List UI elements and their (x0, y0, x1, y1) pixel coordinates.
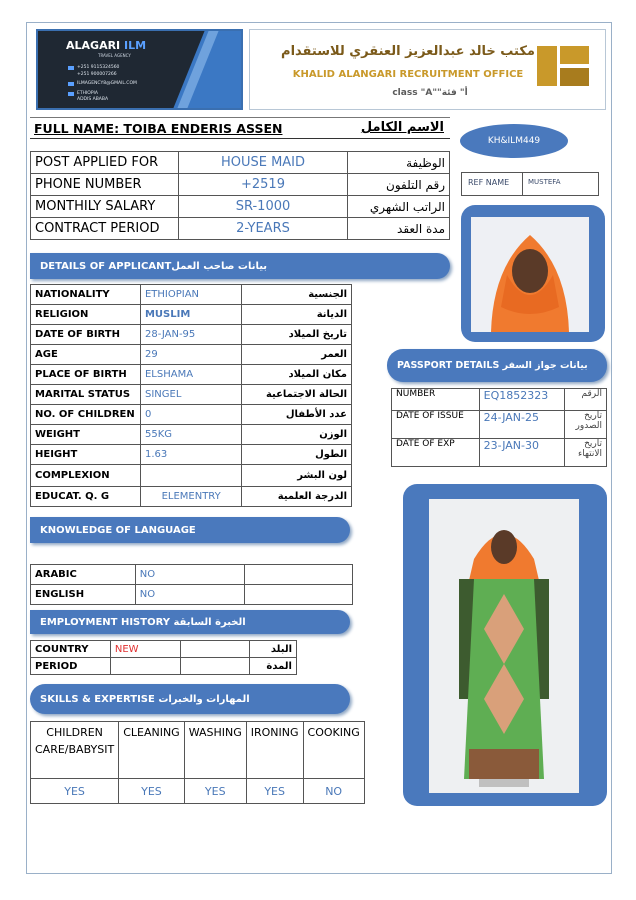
table-row: PLACE OF BIRTH ELSHAMA مكان الميلاد (31, 365, 352, 385)
table-row: MONTHILY SALARY SR-1000 الراتب الشهري (31, 196, 450, 218)
agency-business-card (36, 29, 243, 110)
code-badge: KH&ILM449 (460, 124, 568, 158)
ref-name-label: REF NAME (468, 178, 510, 187)
employment-table (30, 640, 297, 675)
office-name-english: KHALID ALANGARI RECRUITMENT OFFICE (292, 69, 524, 80)
table-row: ARABIC NO (31, 565, 353, 585)
portrait-photo (471, 217, 589, 332)
skills-section-header: SKILLS & EXPERTISE المهارات والخبرات (30, 684, 350, 714)
table-row: COUNTRY NEW البلد (31, 641, 297, 658)
office-logo-icon (535, 42, 591, 90)
office-name-arabic: مكتب خالد عبدالعزيز العنقري للاستقدام (281, 44, 535, 59)
table-row: WEIGHT 55KG الوزن (31, 425, 352, 445)
ref-name-box (461, 172, 599, 196)
table-row: MARITAL STATUS SINGEL الحالة الاجتماعية (31, 385, 352, 405)
phone-line: +251 9115324560 (68, 65, 119, 70)
job-table (30, 151, 450, 240)
skills-value-row: YES YES YES YES NO (31, 779, 365, 804)
table-row: ENGLISH NO (31, 585, 353, 605)
table-row: RELIGION MUSLIM الديانة (31, 305, 352, 325)
table-row: AGE 29 العمر (31, 345, 352, 365)
full-body-photo-frame (403, 484, 607, 806)
email-line: ILMAGENCY8@GMAIL.COM (68, 81, 137, 86)
table-row: NATIONALITY ETHIOPIAN الجنسية (31, 285, 352, 305)
table-row: CONTRACT PERIOD 2-YEARS مدة العقد (31, 218, 450, 240)
full-name: FULL NAME: TOIBA ENDERIS ASSEN (34, 121, 283, 136)
full-name-arabic: الاسم الكامل (360, 120, 444, 135)
full-body-photo (429, 499, 579, 793)
table-row: NUMBER EQ1852323 الرقم (392, 389, 607, 411)
table-row: COMPLEXION لون البشر (31, 465, 352, 487)
skills-table (30, 721, 365, 804)
agency-tagline: TRAVEL AGENCY (98, 53, 131, 58)
applicant-table (30, 284, 352, 507)
passport-table (391, 388, 607, 467)
table-row: PHONE NUMBER +2519 رقم التلفون (31, 174, 450, 196)
location-line: ETHIOPIA (68, 91, 98, 96)
table-row: EDUCAT. Q. G ELEMENTRY الدرجة العلمية (31, 487, 352, 507)
office-header (249, 29, 606, 110)
full-name-row (30, 117, 450, 139)
table-row: DATE OF EXP 23-JAN-30 تاريخ الانتهاء (392, 439, 607, 467)
employment-section-header: EMPLOYMENT HISTORY الخبرة السابقة (30, 610, 350, 634)
skills-header-row: CHILDREN CARE/BABYSIT CLEANING WASHING IRONING COOKING (31, 722, 365, 779)
table-row: DATE OF ISSUE 24-JAN-25 تاريخ الصدور (392, 411, 607, 439)
language-table (30, 564, 353, 605)
office-class: class "A""أ" فئة (392, 88, 468, 98)
table-row: NO. OF CHILDREN 0 عدد الأطفال (31, 405, 352, 425)
phone-line-2: +251 900007266 (77, 72, 117, 77)
table-row: PERIOD المدة (31, 658, 297, 675)
language-section-header: KNOWLEDGE OF LANGUAGE (30, 517, 350, 543)
table-row: POST APPLIED FOR HOUSE MAID الوظيفة (31, 152, 450, 174)
portrait-photo-frame (461, 205, 605, 342)
agency-brand: ALAGARI ILM (66, 39, 147, 52)
applicant-section-header: DETAILS OF APPLICANTبيانات صاحب العمل (30, 253, 450, 279)
city-line: ADDIS ABABA (77, 97, 109, 102)
ref-name-value: MUSTEFA (528, 178, 561, 186)
passport-section-header: PASSPORT DETAILS بيانات جواز السفر (387, 349, 607, 382)
table-row: HEIGHT 1.63 الطول (31, 445, 352, 465)
table-row: DATE OF BIRTH 28-JAN-95 تاريخ الميلاد (31, 325, 352, 345)
